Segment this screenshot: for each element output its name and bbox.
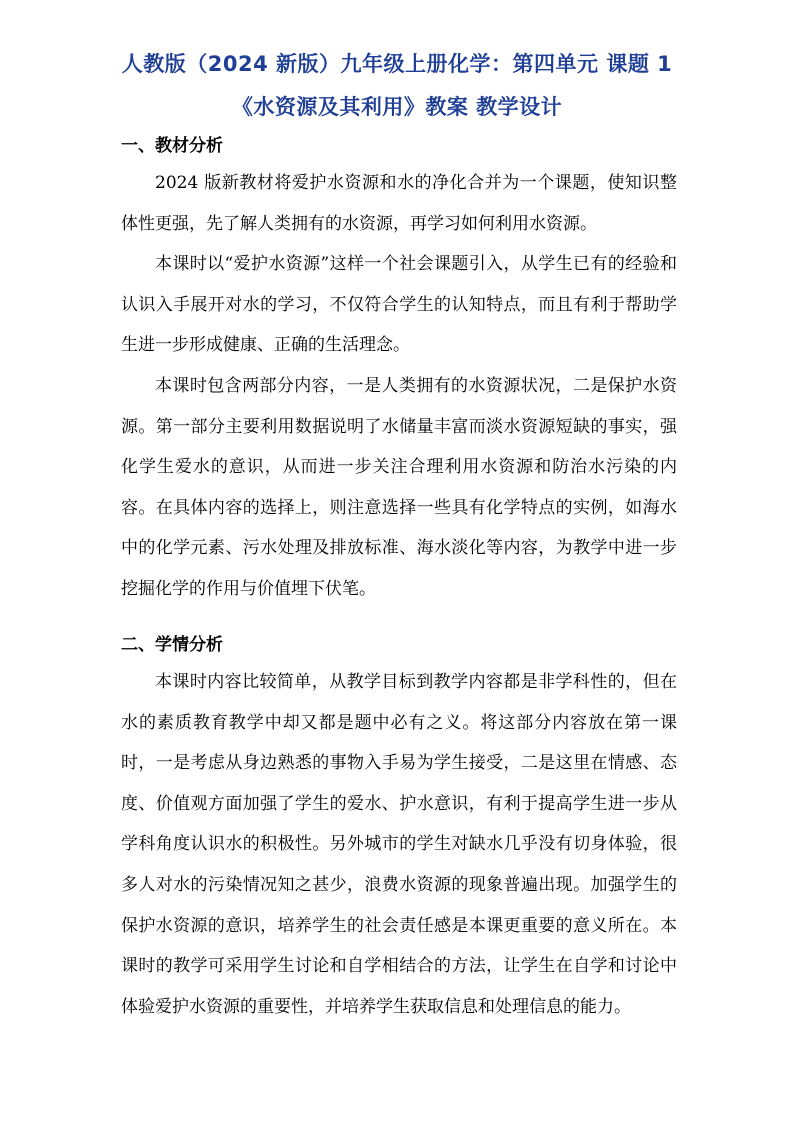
document-title-line-1: 人教版（2024 新版）九年级上册化学：第四单元 课题 1 <box>121 52 673 76</box>
paragraph: 2024 版新教材将爱护水资源和水的净化合并为一个课题，使知识整体性更强，先了解人类拥有的水资源，再学习如何利用水资源。 <box>121 173 677 234</box>
section-heading-textbook-analysis: 一、教材分析 <box>121 136 223 156</box>
section-body-student-analysis <box>121 662 677 1027</box>
section-body-textbook-analysis <box>121 163 677 610</box>
paragraph: 本课时内容比较简单，从教学目标到教学内容都是非学科性的，但在水的素质教育教学中却又都是题中必有之义。将这部分内容放在第一课时，一是考虑从身边熟悉的事物入手易为学生接受，二是这里在情感、态度、价值观方面加强了学生的爱水、护水意识，有利于提高学生进一步从学科角度认识水的积极性。另外城市的学生对缺水几乎没有切身体验，很多人对水的污染情况知之甚少，浪费水资源的现象普遍出现。加强学生的保护水资源的意识，培养学生的社会责任感是本课更重要的意义所在。本课时的教学可采用学生讨论和自学相结合的方法，让学生在自学和讨论中体验爱护水资源的重要性，并培养学生获取信息和处理信息的能力。 <box>121 672 677 1017</box>
section-heading-student-analysis: 二、学情分析 <box>121 635 223 655</box>
paragraph: 本课时以“爱护水资源”这样一个社会课题引入，从学生已有的经验和认识入手展开对水的学习，不仅符合学生的认知特点，而且有利于帮助学生进一步形成健康、正确的生活理念。 <box>121 254 677 356</box>
paragraph: 本课时包含两部分内容，一是人类拥有的水资源状况，二是保护水资源。第一部分主要利用数据说明了水储量丰富而淡水资源短缺的事实，强化学生爱水的意识，从而进一步关注合理利用水资源和防治水污染的内容。在具体内容的选择上，则注意选择一些具有化学特点的实例，如海水中的化学元素、污水处理及排放标准、海水淡化等内容，为教学中进一步挖掘化学的作用与价值埋下伏笔。 <box>121 375 677 599</box>
document-title-line-2: 《水资源及其利用》教案 教学设计 <box>231 95 563 119</box>
